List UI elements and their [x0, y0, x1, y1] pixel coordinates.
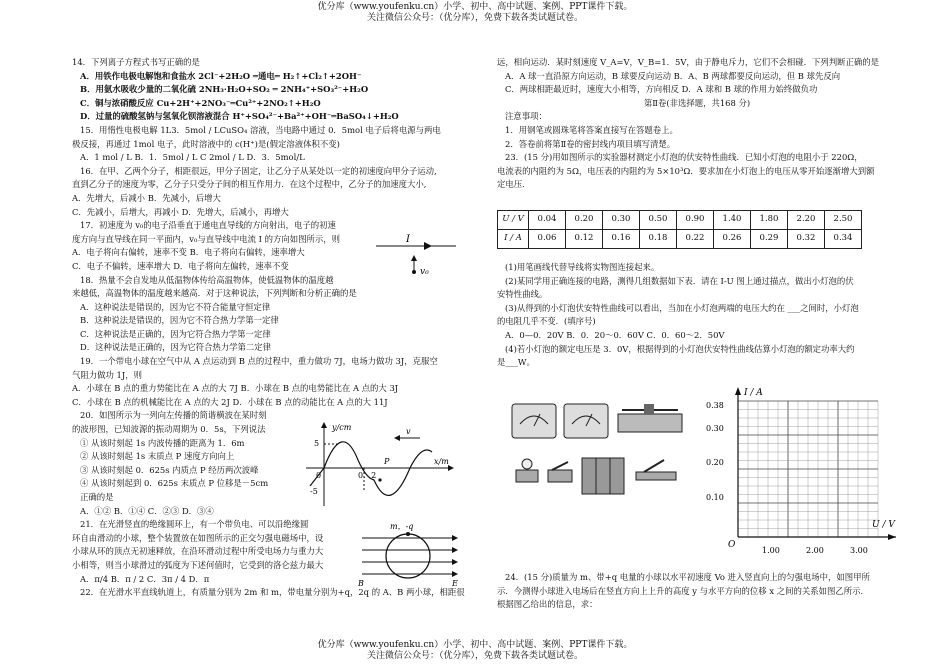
- table-cell: 0.16: [603, 229, 640, 248]
- switch-lever: [552, 462, 568, 470]
- q18-option-a: A．这种说法是错误的，因为它不符合能量守恒定律: [80, 301, 271, 312]
- wave-y-arrow: [321, 422, 327, 428]
- switch-icon: [548, 470, 572, 482]
- wave-point-p: [378, 478, 381, 481]
- table-cell: 0.50: [640, 210, 677, 229]
- wave-direction-arrow: [394, 435, 400, 441]
- lamp-base-icon: [516, 470, 538, 482]
- q23-stem-3: 定电压．: [497, 179, 531, 190]
- table-cell: 1.40: [714, 210, 751, 229]
- apparatus-figure: [508, 398, 698, 508]
- iu-x-tick: 1.00: [762, 546, 780, 555]
- table-cell: 0.04: [529, 210, 566, 229]
- left-column: [72, 56, 472, 600]
- q20-stem-1: 20．如图所示为一列向左传播的简谐横波在某时刻: [80, 410, 267, 421]
- q21-stem-4: 小相等，则当小球滑过的弧度为下述何值时，它受到的洛仑兹力最大: [72, 559, 324, 570]
- q22-options-ab: A．A 球一直沿原方向运动，B 球要反向运动 B．A、B 两球都要反向运动，但 B 球先反向: [505, 70, 841, 81]
- header-line-2: 关注微信公众号：（优分库），免费下载各类试题试卷。: [366, 13, 583, 23]
- notice-title: 注意事项：: [505, 111, 547, 122]
- ring-b-label: B: [358, 579, 364, 588]
- q20-statement-2: ② 从该时刻起 1s 末质点 P 速度方向向上: [80, 451, 235, 462]
- rheostat-slider: [644, 404, 654, 414]
- q23-part-3a: (3)从得到的小灯泡伏安特性曲线可以看出，当加在小灯泡两端的电压大约在 ___之间时，小灯泡: [505, 302, 859, 313]
- iu-y-tick: 0.10: [706, 493, 724, 502]
- q18-stem-1: 18．热量不会自发地从低温物体传给高温物体，使低温物体的温度越: [80, 274, 334, 285]
- table-cell: 0.12: [566, 229, 603, 248]
- ammeter-icon: [512, 404, 556, 438]
- q23-stem-1: 23．(15 分)用如图所示的实验器材测定小灯泡的伏安特性曲线．已知小灯泡的电阻小于 220Ω，: [505, 152, 863, 163]
- q19-options-ab: A．小球在 B 点的重力势能比在 A 点的大 7J B．小球在 B 点的电势能比在 A 点的大 3J: [72, 383, 399, 394]
- q22-stem-2: 远，相向运动．某时刻速度 V_A=V，V_B=1．5V，由于静电斥力，它们不会相碰．下列判断正确的是: [497, 57, 879, 67]
- table-cell: 2.20: [788, 210, 825, 229]
- q24-stem-1: 24．(15 分)质量为 m、带+q 电量的小球以水平初速度 Vo 进入竖直向上的匀强电场中，如图甲所: [505, 572, 870, 582]
- current-arrow: [424, 242, 432, 250]
- wave-y-label: y/cm: [332, 423, 352, 432]
- q22-stem-1: 22．在光滑水平直线轨道上，有质量分别为 2m 和 m，带电量分别为+q，2q 的 A、B 两小球，相距很: [80, 587, 465, 598]
- q22-options-cd: C．两球相距最近时，速度大小相等，方向相反 D．A 球和 B 球的作用力始终做负功: [505, 84, 818, 95]
- q20-statement-4: ④ 从该时刻起到 0．625s 末质点 P 位移是－5cm: [80, 478, 269, 489]
- q23-part-3-options: A．0—0．20V B．0．20～0．60V C．0．60～2．50V: [505, 329, 725, 340]
- footer-line-2: 关注微信公众号：（优分库），免费下载各类试题试卷。: [366, 651, 583, 661]
- q20-stem-3: 正确的是: [80, 492, 114, 502]
- wave-figure: [302, 420, 462, 510]
- notice-1: 1．用钢笔或圆珠笔将答案直接写在答题卷上。: [505, 124, 678, 135]
- q19-options-cd: C．小球在 B 点的机械能比在 A 点的大 2J D．小球在 B 点的动能比在 A 点的大 11J: [72, 396, 388, 407]
- table-cell: 0.20: [566, 210, 603, 229]
- field-arrow-2: [452, 547, 458, 553]
- table-cell: 0.30: [603, 210, 640, 229]
- q20-stem-2: 的波形图，已知波源的振动周期为 0．5s，下列说法: [72, 424, 266, 435]
- table-cell: 0.29: [751, 229, 788, 248]
- table-header-i: I / A: [498, 229, 529, 248]
- q21-options: A．π/4 B．π / 2 C．3π / 4 D．π: [80, 573, 210, 584]
- iu-y-tick: 0.30: [706, 424, 724, 433]
- q19-stem-1: 19．一个带电小球在空气中从 A 点运动到 B 点的过程中，重力做功 7J，电场力做功 3J，克服空: [80, 356, 438, 367]
- field-arrow-1: [452, 535, 458, 541]
- q23-part-1: (1)用笔画线代替导线将实物图连接起来。: [505, 261, 660, 272]
- velocity-arrow: [411, 255, 417, 261]
- iu-y-label: I / A: [744, 388, 763, 398]
- table-row-current: [498, 229, 862, 248]
- q21-stem-3: 小球从环的顶点无初速释放，在沿环滑动过程中所受电场力与重力大: [72, 546, 324, 557]
- wave-point-label: P: [384, 457, 390, 466]
- wave-x-arrow: [448, 465, 454, 471]
- wave-origin: 0: [316, 471, 322, 480]
- q20-statement-1: ① 从该时刻起 1s 内波传播的距离为 1．6m: [80, 437, 245, 448]
- q15-stem-1: 15．用惰性电极电解 1L3．5mol / LCuSO₄ 溶液，当电路中通过 0．5mol 电子后将电源与两电: [80, 124, 441, 135]
- q16-stem-1: 16．在甲、乙两个分子，相距很远，甲分子固定，让乙分子从某处以一定的初速度向甲分子运动,: [80, 165, 437, 176]
- table-cell: 2.50: [825, 210, 862, 229]
- q17-options-ab: A．电子将向右偏转，速率不变 B．电子将向右偏转，速率增大: [72, 247, 305, 258]
- footer-line-1: 优分库（www.youfenku.cn）小学、初中、高中试题、案例、PPT课件下载。: [317, 640, 633, 650]
- battery-icon: [582, 458, 624, 494]
- wave-amp-neg: -5: [310, 487, 318, 496]
- q19-stem-2: 气阻力做功 1J，则: [72, 369, 142, 380]
- q17-options-cd: C．电子不偏转，速率增大 D．电子将向左偏转，速率不变: [72, 260, 289, 271]
- table-cell: 0.22: [677, 229, 714, 248]
- table-cell: 0.18: [640, 229, 677, 248]
- q20-statement-3: ③ 从该时刻起 0．625s 内质点 P 经历两次波峰: [80, 464, 259, 475]
- iu-x-arrow: [888, 534, 896, 540]
- iu-x-tick: 2.00: [806, 546, 824, 555]
- table-cell: 0.06: [529, 229, 566, 248]
- iu-x-label: U / V: [872, 520, 895, 530]
- q21-stem-2: 环自由滑动的小球，整个装置放在如图所示的正交匀强电磁场中，设: [72, 532, 324, 543]
- q20-options: A．①② B．①④ C．②③ D．③④: [80, 505, 214, 516]
- q14-option-c: C．铜与浓硝酸反应 Cu+2H⁺+2NO₃⁻═Cu²⁺+2NO₂↑+H₂O: [80, 97, 321, 108]
- field-arrow-4: [452, 571, 458, 577]
- q23-part-4a: (4)若小灯泡的额定电压是 3．0V，根据得到的小灯泡伏安特性曲线估算小灯泡的额定功率大约: [505, 343, 855, 354]
- q14-stem: 14．下列离子方程式书写正确的是: [72, 57, 200, 67]
- field-arrow-3: [452, 559, 458, 565]
- q18-stem-2: 来越低，高温物体的温度越来越高．对于这种说法，下列判断和分析正确的是: [72, 288, 357, 299]
- iu-y-arrow: [735, 387, 741, 395]
- iu-graph: [700, 385, 900, 561]
- q16-options-cd: C．先减小，后增大，再减小 D．先增大，后减小，再增大: [72, 206, 289, 217]
- velocity-label: v₀: [420, 267, 429, 277]
- q17-stem-1: 17．初速度为 v₀的电子沿垂直于通电直导线的方向射出，电子的初速: [80, 220, 336, 231]
- current-label: I: [406, 234, 410, 245]
- data-table: [497, 210, 862, 249]
- wave-curve: [310, 442, 432, 496]
- ring-mass-charge: m，-q: [390, 522, 414, 531]
- table-header-u: U / V: [498, 210, 529, 229]
- ring-e-label: E: [452, 579, 458, 588]
- part2-title: 第Ⅱ卷(非选择题，共168 分): [643, 97, 751, 108]
- q16-stem-2: 直到乙分子的速度为零，乙分子只受分子间的相互作用力．在这个过程中，乙分子的加速度大小,: [72, 179, 427, 190]
- wire-current-figure: [372, 232, 462, 282]
- q23-part-2a: (2)某同学用正确连接的电路，测得几组数据如下表．请在 I-U 图上通过描点，做出小灯泡的伏: [505, 275, 854, 286]
- wave-velocity-label: v: [406, 427, 411, 436]
- lamp-bulb-icon: [522, 459, 532, 469]
- table-cell: 0.26: [714, 229, 751, 248]
- rheostat-icon: [618, 414, 682, 432]
- iu-y-tick: 0.38: [706, 401, 724, 410]
- ring-circle: [386, 534, 430, 578]
- wire-spool-arm: [644, 460, 664, 472]
- q18-option-c: C．这种说法是正确的，因为它符合热力学第一定律: [80, 328, 271, 339]
- iu-grid: [738, 401, 878, 537]
- ring-ball: [406, 532, 410, 536]
- wave-tick: 0．2: [358, 471, 377, 480]
- q17-stem-2: 度方向与直导线在同一平面内，v₀与直导线中电流 I 的方向如图所示，则: [72, 233, 340, 244]
- q24-stem-3: 根据图乙给出的信息，求：: [497, 599, 598, 610]
- q24-block: [497, 571, 897, 612]
- wire-spool-icon: [636, 472, 676, 480]
- table-cell: 0.32: [788, 229, 825, 248]
- q23-part-3b: 的电阻几乎不变．(填序号): [497, 316, 596, 327]
- q18-option-d: D．这种说法是正确的，因为它符合热力学第二定律: [80, 342, 271, 353]
- page-header: [0, 2, 950, 24]
- q14-option-b: B．用氨水吸收少量的二氧化硫 2NH₃·H₂O+SO₂ ═ 2NH₄⁺+SO₃²⁻+H₂O: [80, 84, 369, 95]
- table-cell: 0.34: [825, 229, 862, 248]
- header-line-1: 优分库（www.youfenku.cn）小学、初中、高中试题、案例、PPT课件下载。: [317, 2, 633, 12]
- q21-stem-1: 21．在光滑竖直的绝缘圆环上，有一个带负电、可以沿绝缘圆: [80, 519, 309, 530]
- ring-figure: [356, 520, 462, 590]
- table-row-voltage: [498, 210, 862, 229]
- table-cell: 0.90: [677, 210, 714, 229]
- notice-2: 2．答卷前将第Ⅱ卷的密封线内项目填写清楚。: [505, 138, 676, 149]
- voltmeter-icon: [564, 404, 608, 438]
- q23-part-2b: 安特性曲线。: [497, 289, 548, 300]
- table-cell: 1.80: [751, 210, 788, 229]
- page-footer: [0, 640, 950, 662]
- iu-y-tick: 0.20: [706, 458, 724, 467]
- right-column: [497, 56, 897, 370]
- q16-options-ab: A．先增大，后减小 B．先减小，后增大: [72, 192, 221, 203]
- q23-part-4b: 是___W。: [497, 357, 535, 368]
- q24-stem-2: 示．今测得小球进入电场后在竖直方向上上升的高度 y 与水平方向的位移 x 之间的关系如图乙所示．: [497, 585, 869, 596]
- iu-origin: O: [728, 540, 736, 550]
- q15-options: A．1 mol / L B．1．5mol / L C 2mol / L D．3．5mol/L: [80, 152, 305, 163]
- wave-amp-pos: 5: [314, 439, 320, 448]
- q18-option-b: B．这种说法是错误的，因为它不符合热力学第一定律: [80, 315, 279, 326]
- q23-stem-2: 电流表的内阻约为 5Ω，电压表的内阻约为 5×10³Ω．要求加在小灯泡上的电压从零开始逐渐增大到额: [497, 165, 875, 176]
- q14-option-d: D．过量的硫酸氢钠与氢氧化钡溶液混合 H⁺+SO₄²⁻+Ba²⁺+OH⁻═BaSO₄↓+H₂O: [80, 111, 399, 122]
- q15-stem-2: 极反接，再通过 1mol 电子，此时溶液中的 c(H⁺)是(假定溶液体积不变): [72, 138, 340, 149]
- wave-x-label: x/m: [434, 457, 449, 466]
- iu-x-tick: 3.00: [850, 546, 868, 555]
- q14-option-a: A．用铁作电极电解饱和食盐水 2Cl⁻+2H₂O ═通电═ H₂↑+Cl₂↑+2OH⁻: [80, 70, 362, 81]
